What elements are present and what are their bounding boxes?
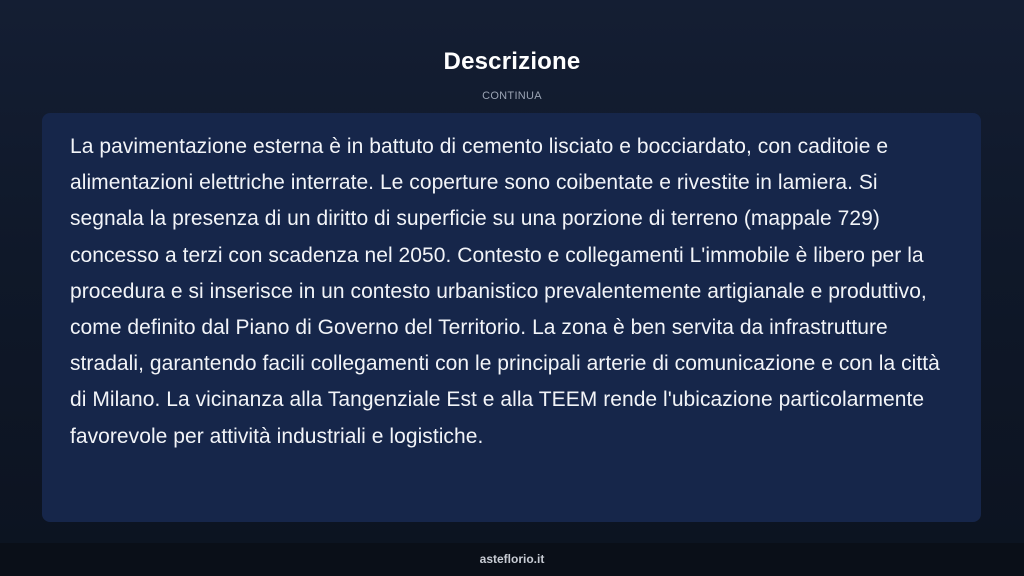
- page-subtitle: CONTINUA: [482, 90, 542, 102]
- description-text: La pavimentazione esterna è in battuto di cemento lisciato e bocciardato, con caditoie e alimentazioni elettriche interrate. Le coperture sono coibentate e rivestite in lamiera. Si segnala la presenza di un diritto di superficie su una porzione di terreno (mappale 729) concesso a terzi con scadenza nel 2050. Contesto e collegamenti L'immobile è libero per la procedura e si inserisce in un contesto urbanistico prevalentemente artigianale e produttivo, come definito dal Piano di Governo del Territorio. La zona è ben servita da infrastrutture stradali, garantendo facili collegamenti con le principali arterie di comunicazione e con la città di Milano. La vicinanza alla Tangenziale Est e alla TEEM rende l'ubicazione particolarmente favorevole per attività industriali e logistiche.: [70, 135, 940, 448]
- description-card: [42, 113, 981, 522]
- page-title: Descrizione: [443, 48, 581, 75]
- footer-site-name: asteflorio.it: [479, 552, 545, 566]
